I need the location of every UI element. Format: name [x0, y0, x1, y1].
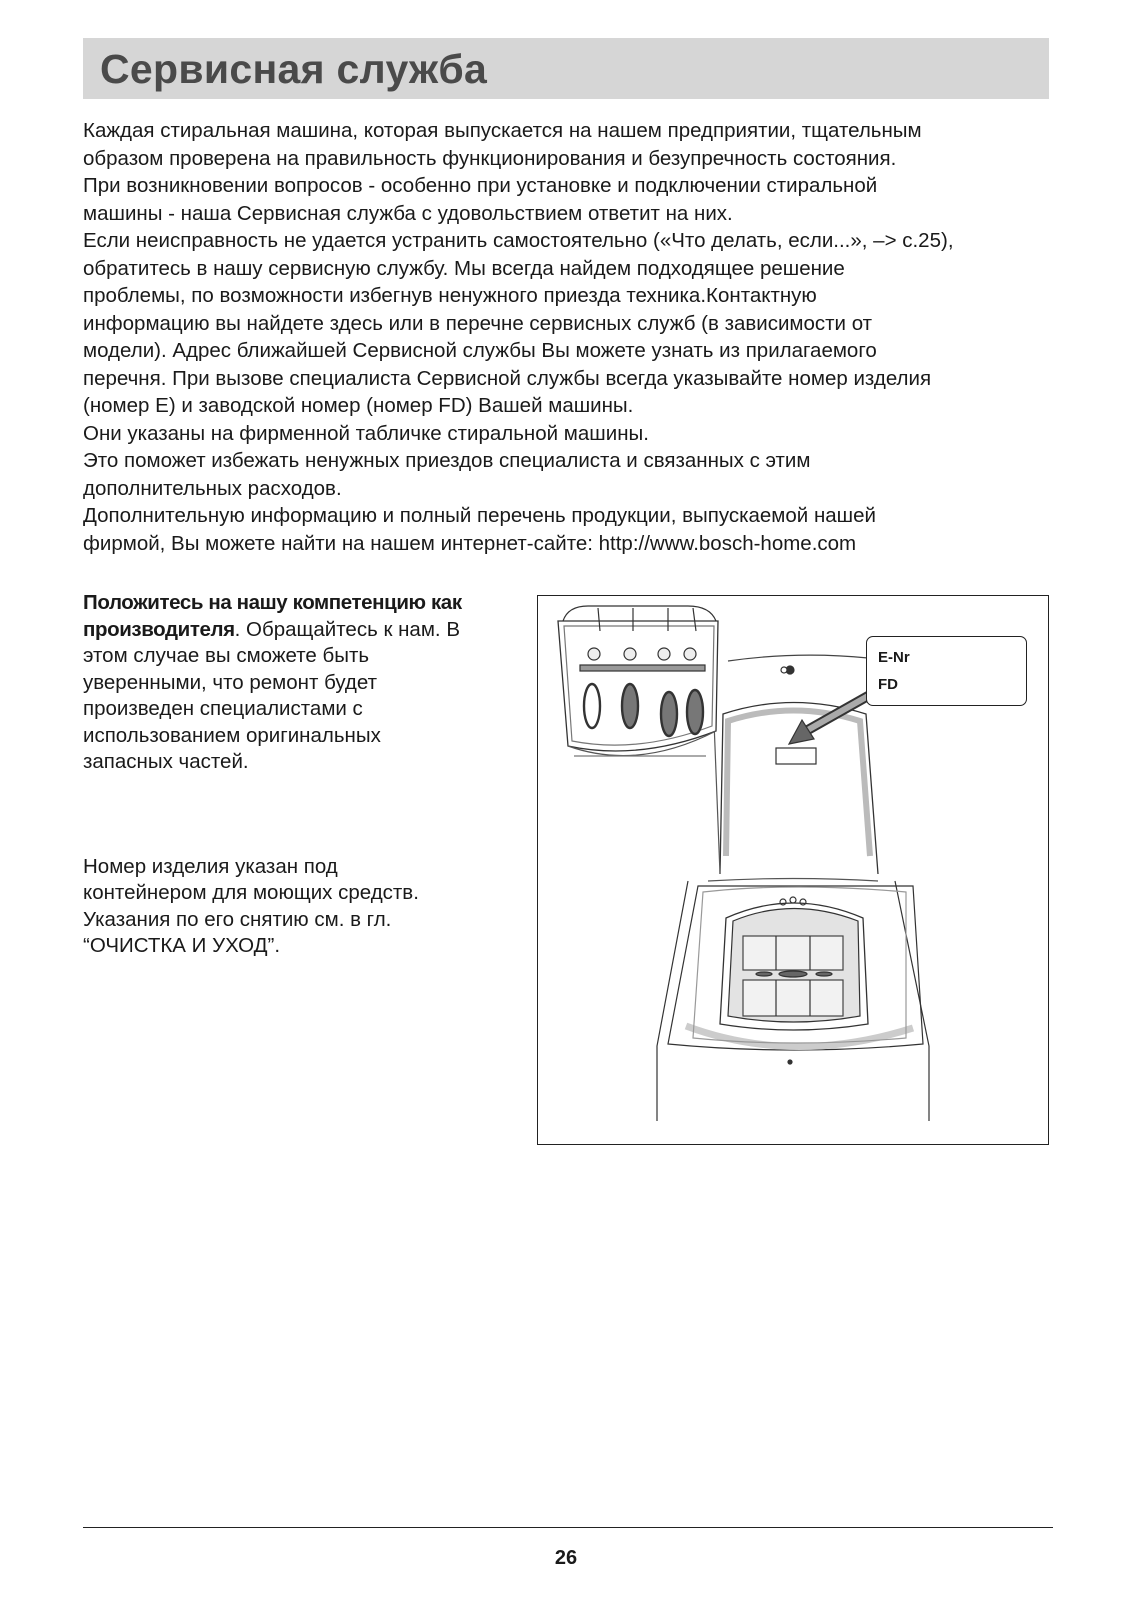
competence-text: . Обращайтесь к нам. В — [234, 617, 460, 641]
footer-divider — [83, 1527, 1053, 1528]
fd-label: FD — [878, 676, 898, 693]
title-bar — [83, 38, 1049, 99]
intro-line: При возникновении вопросов - особенно при установке и подключении стиральной — [83, 174, 878, 197]
body-left-edge — [657, 881, 688, 1121]
page-number: 26 — [554, 1547, 578, 1569]
page-title: Сервисная служба — [100, 46, 488, 92]
intro-line: Это поможет избежать ненужных приездов специалиста и связанных с этим — [83, 449, 811, 472]
competence-heading-cont: производителя — [83, 617, 235, 641]
e-nr-label: E-Nr — [878, 649, 910, 666]
left-column — [83, 590, 523, 960]
intro-line: (номер E) и заводской номер (номер FD) Вашей машины. — [83, 394, 634, 417]
intro-line: обратитесь в нашу сервисную службу. Мы всегда найдем подходящее решение — [83, 256, 845, 280]
competence-paragraph — [83, 590, 523, 776]
intro-line: Они указаны на фирменной табличке стиральной машины. — [83, 421, 649, 445]
intro-line: машины - наша Сервисная служба с удовольствием ответит на них. — [83, 201, 733, 225]
rating-plate-label — [866, 636, 1027, 706]
intro-line: перечня. При вызове специалиста Сервисной службы всегда указывайте номер изделия — [83, 366, 932, 390]
intro-line: фирмой, Вы можете найти на нашем интернет-сайте: http://www.bosch-home.com — [83, 531, 857, 555]
intro-line: Дополнительную информацию и полный перечень продукции, выпускаемой нашей — [83, 504, 876, 527]
competence-heading: Положитесь на нашу компетенцию как — [83, 591, 462, 614]
intro-line: проблемы, по возможности избегнув ненужного приезда техника.Контактную — [83, 284, 817, 307]
note-line: Указания по его снятию см. в гл. — [83, 907, 392, 931]
intro-line: Если неисправность не удается устранить самостоятельно («Что делать, если...», –> с.25), — [83, 229, 954, 252]
product-number-note — [83, 854, 523, 960]
competence-line: произведен специалистами с — [83, 697, 363, 720]
intro-line: информацию вы найдете здесь или в перечне сервисных служб (в зависимости от — [83, 311, 873, 335]
intro-paragraph — [83, 117, 1053, 557]
washing-machine-figure — [537, 595, 1049, 1145]
intro-line: Каждая стиральная машина, которая выпускается на нашем предприятии, тщательным — [83, 119, 922, 142]
body-right-edge — [895, 881, 929, 1121]
competence-line: использованием оригинальных — [83, 723, 381, 747]
note-line: “ОЧИСТКА И УХОД”. — [83, 934, 281, 957]
intro-line: дополнительных расходов. — [83, 476, 342, 500]
competence-line: этом случае вы сможете быть — [83, 644, 370, 667]
competence-line: запасных частей. — [83, 750, 249, 773]
intro-line: модели). Адрес ближайшей Сервисной службы Вы можете узнать из прилагаемого — [83, 339, 877, 362]
note-line: Номер изделия указан под — [83, 854, 338, 878]
note-line: контейнером для моющих средств. — [83, 881, 419, 904]
rating-plate — [776, 748, 816, 764]
competence-line: уверенными, что ремонт будет — [83, 670, 377, 694]
intro-line: образом проверена на правильность функционирования и безупречность состояния. — [83, 146, 897, 170]
